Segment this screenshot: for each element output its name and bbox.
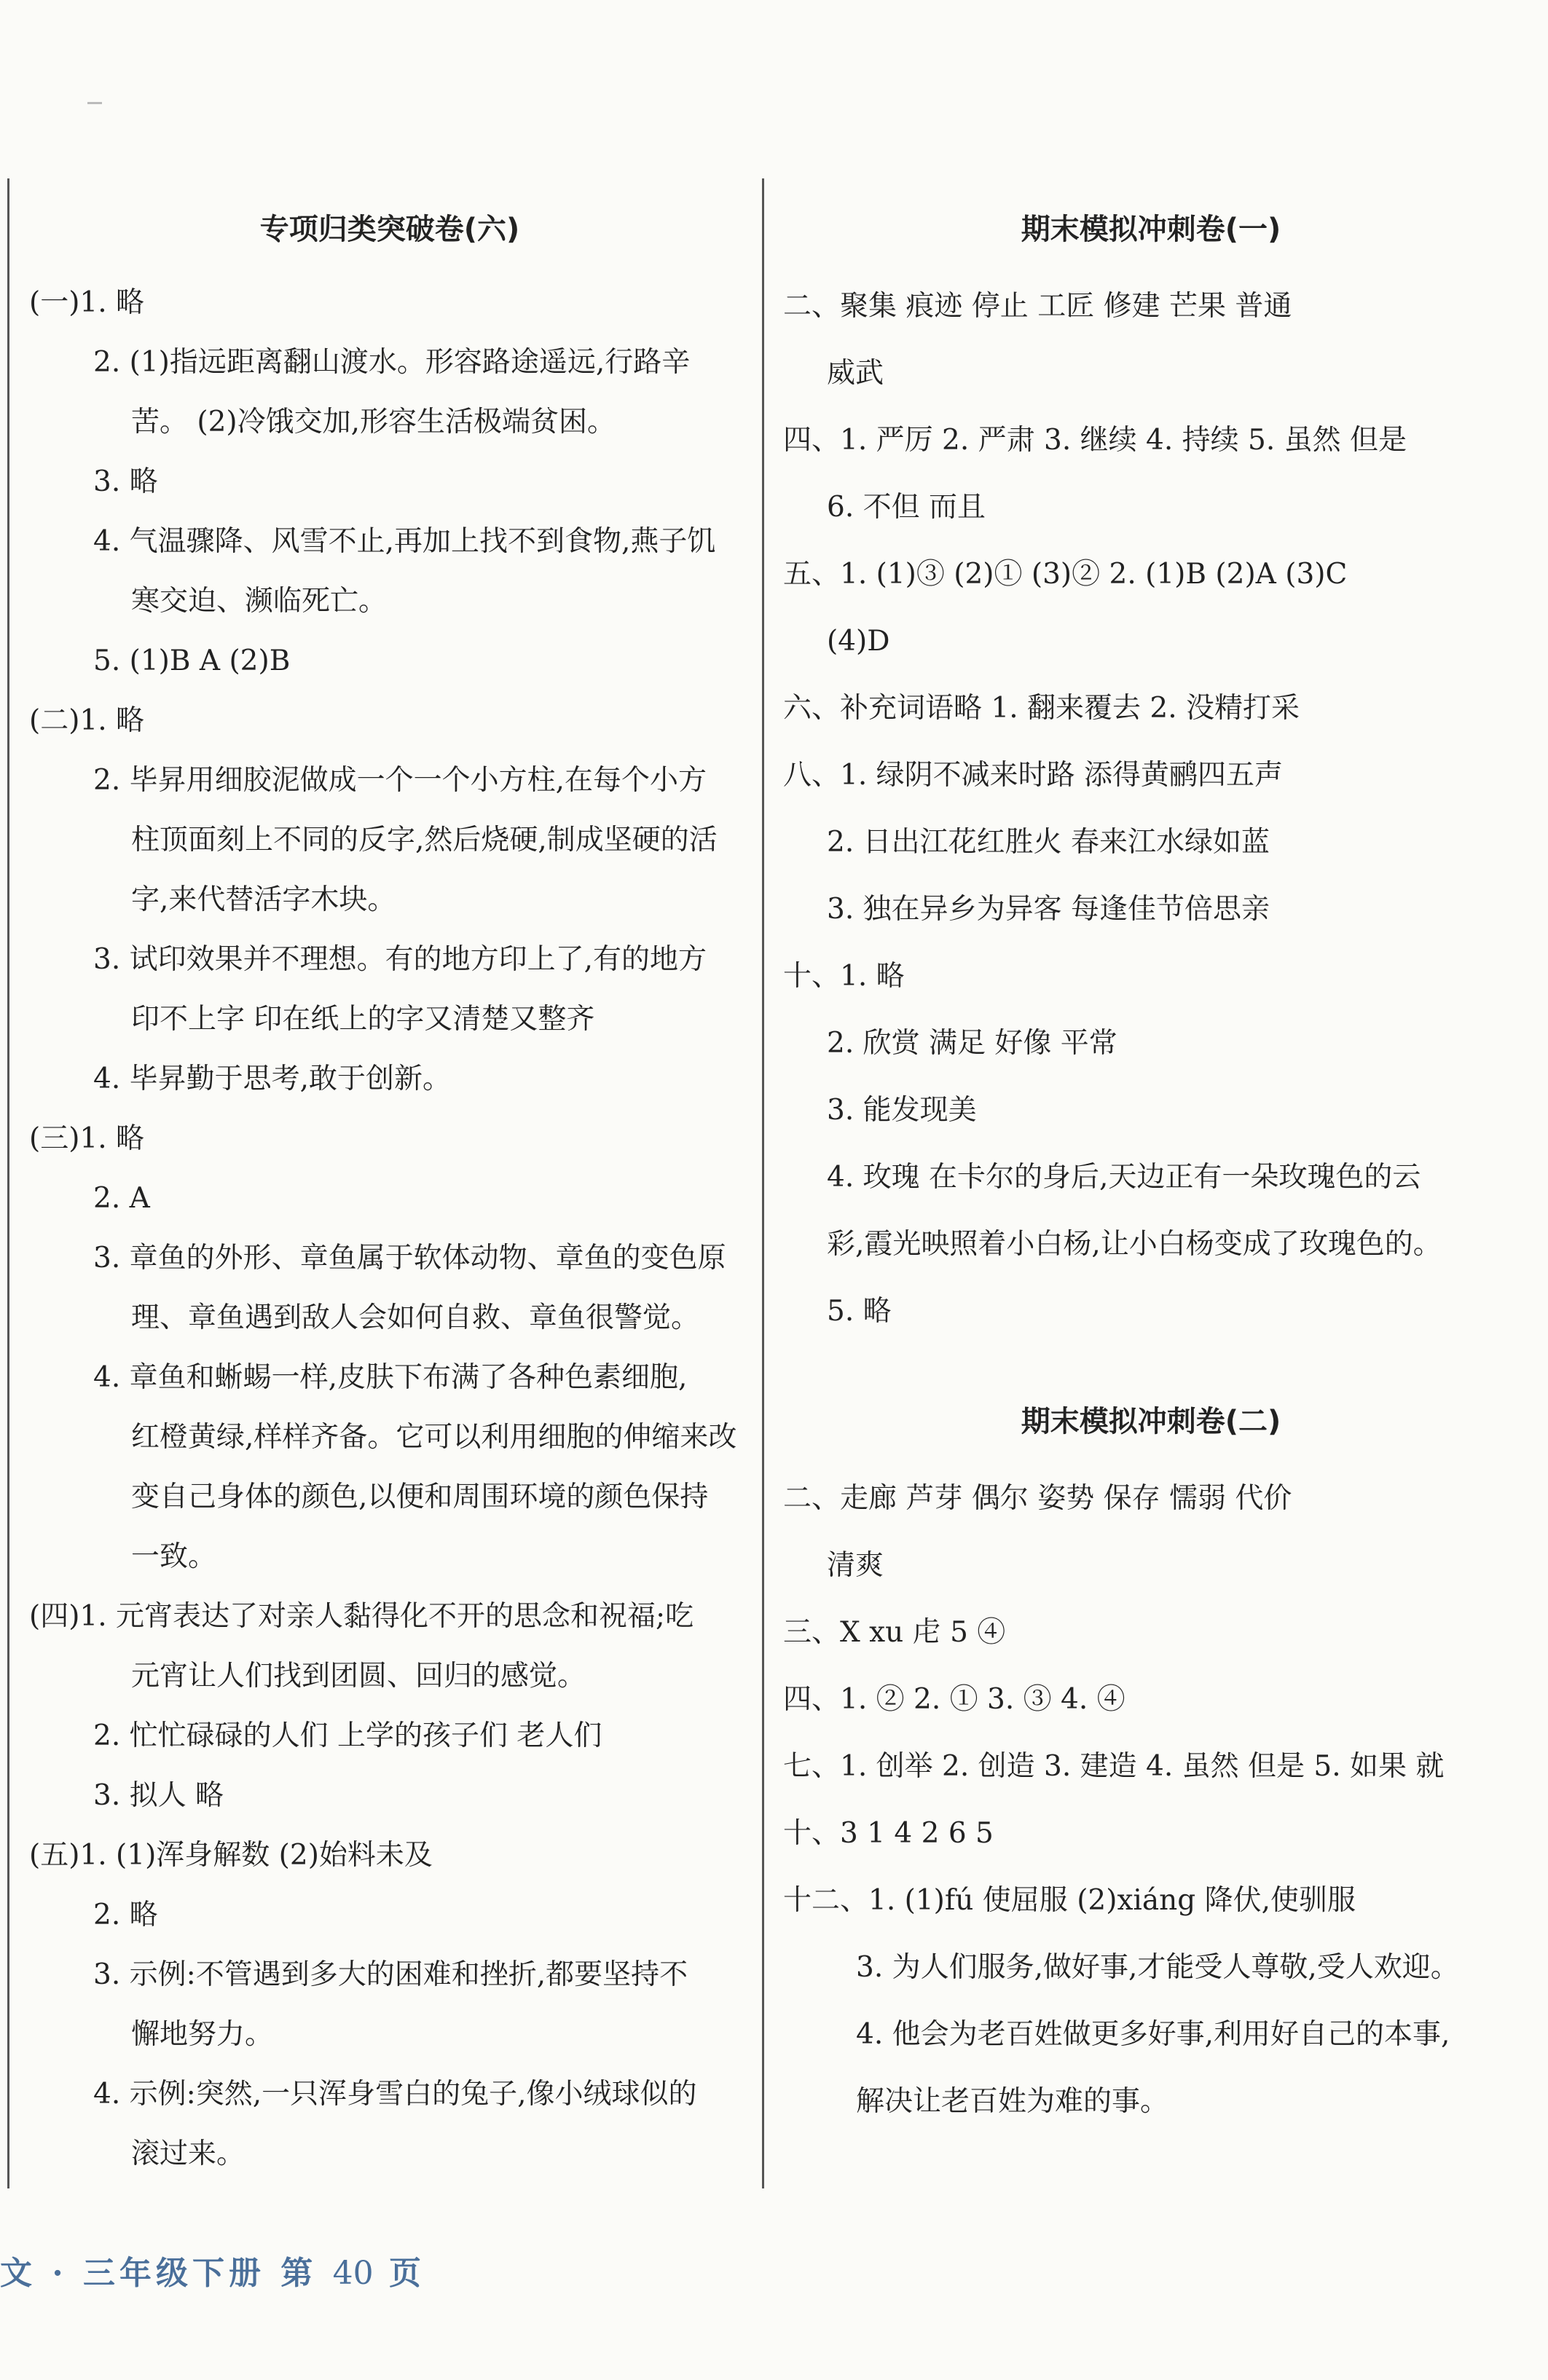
answer-line: 6. 不但 而且 [827,491,986,524]
answer-line: 理、章鱼遇到敌人会如何自救、章鱼很警觉。 [131,1301,700,1334]
answer-line: 四、1. ② 2. ① 3. ③ 4. ④ [783,1683,1125,1716]
answer-line: 4. 章鱼和蜥蜴一样,皮肤下布满了各种色素细胞, [93,1361,688,1394]
section-gap [783,1345,1519,1389]
answer-line: 威武 [827,357,884,390]
answer-line: 字,来代替活字木块。 [131,883,396,916]
answer-line: 2. A [93,1182,150,1215]
scan-mark [87,102,102,104]
answer-line: 4. 气温骤降、风雪不止,再加上找不到食物,燕子饥 [93,525,716,558]
footer-page-suffix: 页 [388,2255,425,2292]
answer-line: (五)1. (1)浑身解数 (2)始料未及 [29,1839,433,1872]
answer-line: 3. 独在异乡为异客 每逢佳节倍思亲 [827,893,1270,926]
answer-line: 3. 为人们服务,做好事,才能受人尊敬,受人欢迎。 [856,1951,1459,1984]
answer-line: 十二、1. (1)fú 使屈服 (2)xiáng 降伏,使驯服 [783,1884,1356,1917]
answer-line: 3. 略 [93,465,158,498]
answer-line: 五、1. (1)③ (2)① (3)② 2. (1)B (2)A (3)C [783,558,1348,591]
answer-line: 2. 略 [93,1899,158,1931]
answer-line: 变自己身体的颜色,以便和周围环境的颜色保持 [131,1481,709,1513]
answer-line: (三)1. 略 [29,1122,145,1155]
answer-line: 三、X xu 虍 5 ④ [783,1616,1006,1649]
answer-line: (四)1. 元宵表达了对亲人黏得化不开的思念和祝福;吃 [29,1600,694,1633]
answer-line: 寒交迫、濒临死亡。 [131,585,388,618]
answer-line: 2. 日出江花红胜火 春来江水绿如蓝 [827,826,1270,859]
answer-line: 苦。 (2)冷饿交加,形容生活极端贫困。 [131,406,616,438]
answer-line: 2. 忙忙碌碌的人们 上学的孩子们 老人们 [93,1719,602,1752]
answer-line: 2. 欣赏 满足 好像 平常 [827,1027,1117,1060]
answer-line: 5. 略 [827,1295,892,1328]
answer-line: 七、1. 创举 2. 创造 3. 建造 4. 虽然 但是 5. 如果 就 [783,1750,1445,1783]
answer-line: 红橙黄绿,样样齐备。它可以利用细胞的伸缩来改 [131,1421,737,1454]
answer-line: 四、1. 严厉 2. 严肃 3. 继续 4. 持续 5. 虽然 但是 [783,424,1407,457]
answer-line: 2. 毕昇用细胶泥做成一个一个小方柱,在每个小方 [93,764,707,797]
answer-line: 3. 示例:不管遇到多大的困难和挫折,都要坚持不 [93,1958,688,1991]
answer-line: (二)1. 略 [29,704,145,737]
answer-line: 元宵让人们找到团圆、回归的感觉。 [131,1660,586,1693]
answer-line: 3. 试印效果并不理想。有的地方印上了,有的地方 [93,943,707,976]
left-column [29,197,750,2184]
page-footer [0,2247,425,2293]
section-title: 期末模拟冲刺卷(二) [1021,1405,1281,1438]
page-number: 40 [332,2255,374,2292]
answer-line: 六、补充词语略 1. 翻来覆去 2. 没精打采 [783,692,1300,725]
answer-line: 一致。 [131,1540,217,1573]
answer-line: 滚过来。 [131,2137,245,2170]
answer-list [29,273,750,2184]
answer-line: 3. 拟人 略 [93,1779,224,1812]
answer-line: 十、1. 略 [783,960,905,993]
section-title: 期末模拟冲刺卷(一) [1021,213,1281,246]
answer-line: 3. 章鱼的外形、章鱼属于软体动物、章鱼的变色原 [93,1242,726,1274]
answer-line: 印不上字 印在纸上的字又清楚又整齐 [131,1003,595,1036]
right-column [783,197,1519,2135]
answer-line: 懈地努力。 [131,2018,274,2051]
answer-line: 二、走廊 芦芽 偶尔 姿势 保存 懦弱 代价 [783,1482,1292,1515]
answer-line: 4. 玫瑰 在卡尔的身后,天边正有一朵玫瑰色的云 [827,1161,1421,1194]
answer-line: 清爽 [827,1549,884,1582]
answer-line: 彩,霞光映照着小白杨,让小白杨变成了玫瑰色的。 [827,1228,1442,1261]
answer-line: (4)D [827,625,890,658]
answer-line: 4. 他会为老百姓做更多好事,利用好自己的本事, [856,2018,1450,2051]
answer-line: 十、3 1 4 2 6 5 [783,1817,994,1850]
answer-line: 3. 能发现美 [827,1094,977,1127]
footer-book-label: 文 · 三年级下册 第 [0,2255,318,2292]
answer-line: 柱顶面刻上不同的反字,然后烧硬,制成坚硬的活 [131,824,718,856]
answer-line: 4. 毕昇勤于思考,敢于创新。 [93,1063,452,1095]
answer-line: 二、聚集 痕迹 停止 工匠 修建 芒果 普通 [783,290,1292,323]
answer-line: 5. (1)B A (2)B [93,645,291,677]
answer-line: (一)1. 略 [29,286,145,319]
answer-line: 4. 示例:突然,一只浑身雪白的兔子,像小绒球似的 [93,2078,697,2111]
answer-line: 八、1. 绿阴不减来时路 添得黄鹂四五声 [783,759,1284,792]
answer-line: 解决让老百姓为难的事。 [856,2085,1169,2118]
section-title: 专项归类突破卷(六) [259,213,520,246]
answer-line: 2. (1)指远距离翻山渡水。形容路途遥远,行路辛 [93,346,691,379]
column-divider [762,178,764,2188]
left-border-rule [7,178,9,2188]
